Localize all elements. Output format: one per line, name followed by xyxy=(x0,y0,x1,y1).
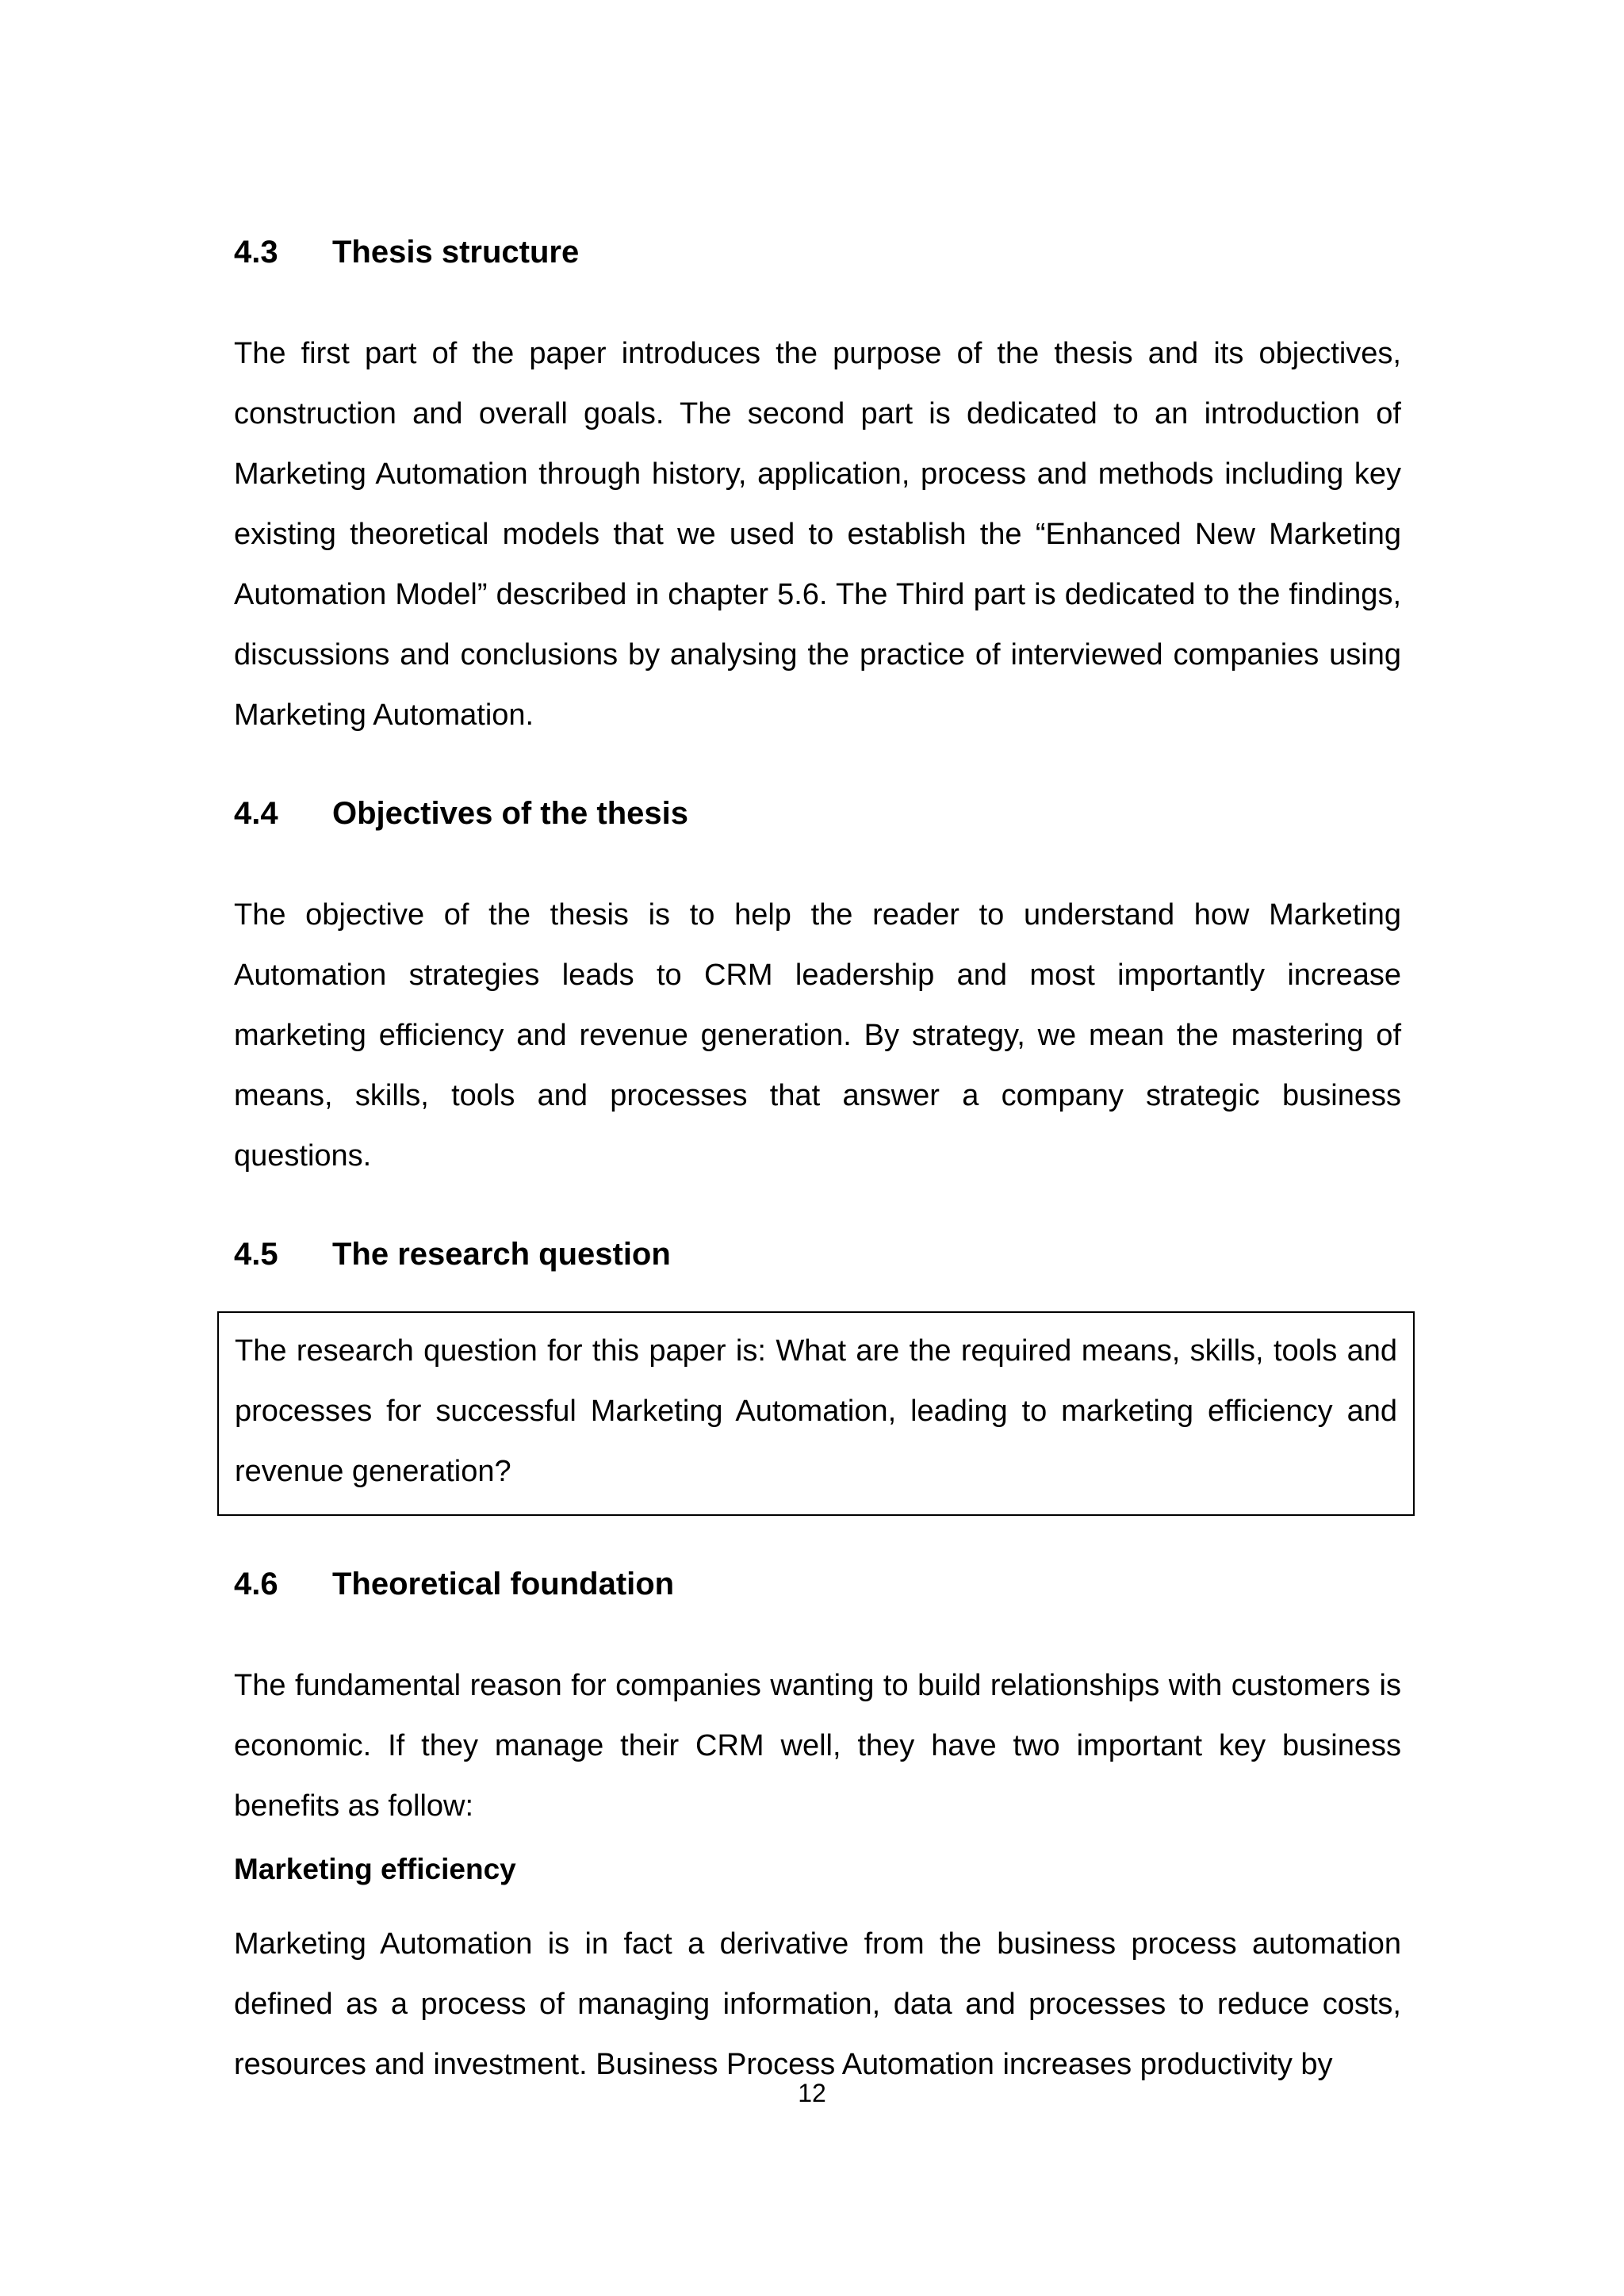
section-number: 4.4 xyxy=(234,796,278,831)
subheading-marketing-efficiency: Marketing efficiency xyxy=(234,1853,516,1885)
section-heading-objectives xyxy=(234,791,1401,836)
research-question-text: The research question for this paper is: What are the required means, skills, tools and processes for successful Marketing Automation, leading to marketing efficiency and revenue generation? xyxy=(235,1334,1397,1488)
section-number: 4.3 xyxy=(234,235,278,270)
section-number: 4.5 xyxy=(234,1237,278,1272)
paragraph-marketing-efficiency: Marketing Automation is in fact a derivative from the business process automation defined as a process of managing information, data and processes to reduce costs, resources and investment. Business Process Automation increases productivity by xyxy=(234,1927,1401,2081)
section-paragraph-theoretical-foundation: The fundamental reason for companies wanting to build relationships with customers is economic. If they manage their CRM well, they have two important key business benefits as follow: xyxy=(234,1669,1401,1823)
section-number: 4.6 xyxy=(234,1567,278,1601)
section-heading-research-question xyxy=(234,1232,1401,1276)
section-paragraph-objectives: The objective of the thesis is to help the reader to understand how Marketing Automation strategies leads to CRM leadership and most importantly increase marketing efficiency and revenue generation. By strategy, we mean the mastering of means, skills, tools and processes that answer a company strategic business questions. xyxy=(234,898,1401,1173)
section-heading-theoretical-foundation xyxy=(234,1562,1401,1606)
section-title: Objectives of the thesis xyxy=(332,796,689,831)
section-paragraph-thesis-structure: The first part of the paper introduces the purpose of the thesis and its objectives, construction and overall goals. The second part is dedicated to an introduction of Marketing Automation through history, application, process and methods including key existing theoretical models that we used to establish the “Enhanced New Marketing Automation Model” described in chapter 5.6. The Third part is dedicated to the findings, discussions and conclusions by analysing the practice of interviewed companies using Marketing Automation. xyxy=(234,337,1401,732)
page-number: 12 xyxy=(798,2079,826,2107)
section-title: Theoretical foundation xyxy=(332,1567,675,1601)
section-title: The research question xyxy=(332,1237,671,1272)
page-content xyxy=(234,230,1401,2095)
research-question-box xyxy=(217,1311,1415,1516)
section-title: Thesis structure xyxy=(332,235,580,270)
section-heading-thesis-structure xyxy=(234,230,1401,274)
